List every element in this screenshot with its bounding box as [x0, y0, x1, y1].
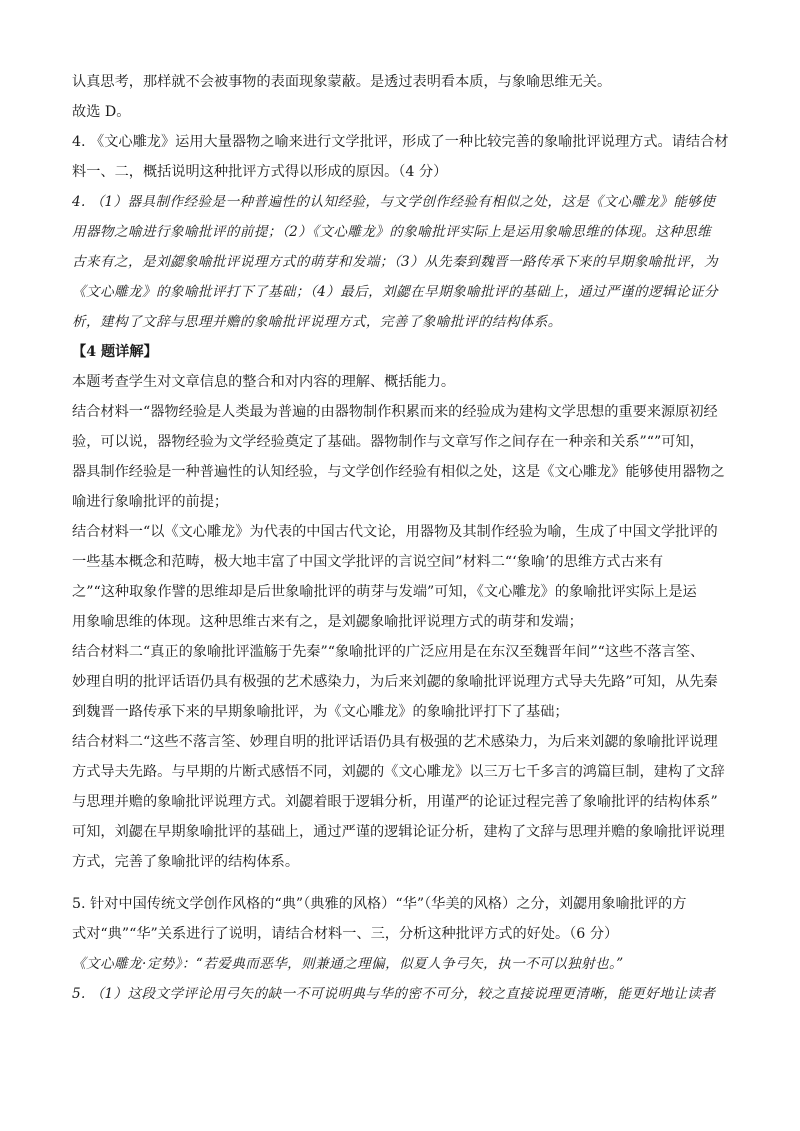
answer-4-line: 《文心雕龙》的象喻批评打下了基础；（4）最后，刘勰在早期象喻批评的基础上，通过严谨的逻辑论证分: [72, 284, 718, 300]
explanation-line: 一些基本概念和范畴，极大地丰富了中国文学批评的言说空间”材料二“‘象喻’的思维方式古来有: [72, 554, 664, 570]
section-heading: 【4 题详解】: [72, 344, 158, 360]
answer-4-line: 用器物之喻进行象喻批评的前提；（2）《文心雕龙》的象喻批评实际上是运用象喻思维的体现。这种思维: [72, 224, 712, 240]
text-line: 故选 D。: [72, 104, 131, 120]
answer-4-line: 古来有之，是刘勰象喻批评说理方式的萌芽和发端；（3）从先秦到魏晋一路传承下来的早期象喻批评，为: [72, 254, 718, 270]
explanation-line: 结合材料二“真正的象喻批评滥觞于先秦”“象喻批评的广泛应用是在东汉至魏晋年间”“这些不落言筌、: [72, 644, 705, 660]
explanation-line: 方式导夫先路。与早期的片断式感悟不同，刘勰的《文心雕龙》以三万七千多言的鸿篇巨制，建构了文辞: [72, 764, 725, 780]
spacer: [72, 882, 732, 894]
document-page: [72, 72, 732, 1014]
explanation-line: 方式，完善了象喻批评的结构体系。: [72, 854, 300, 870]
explanation-line: 器具制作经验是一种普遍性的认知经验，与文学创作经验有相似之处，这是《文心雕龙》能够使用器物之: [72, 464, 725, 480]
question-4-line: 4. 《文心雕龙》运用大量器物之喻来进行文学批评，形成了一种比较完善的象喻批评说理方式。请结合材: [72, 134, 729, 150]
explanation-line: 用象喻思维的体现。这种思维古来有之，是刘勰象喻批评说理方式的萌芽和发端；: [72, 614, 583, 630]
explanation-line: 结合材料一“以《文心雕龙》为代表的中国古代文论，用器物及其制作经验为喻，生成了中国文学批评的: [72, 524, 718, 540]
text-line: 认真思考，那样就不会被事物的表面现象蒙蔽。是透过表明看本质，与象喻思维无关。: [72, 74, 612, 90]
explanation-line: 与思理并赡的象喻批评说理方式。刘勰着眼于逻辑分析，用谨严的论证过程完善了象喻批评的结构体系”: [72, 794, 718, 810]
answer-4-line: 4. （1）器具制作经验是一种普遍性的认知经验，与文学创作经验有相似之处，这是《文心雕龙》能够使: [72, 194, 716, 210]
answer-4-line: 析，建构了文辞与思理并赡的象喻批评说理方式，完善了象喻批评的结构体系。: [72, 314, 562, 330]
question-5-line: 5. 针对中国传统文学创作风格的“典”（典雅的风格）“华”（华美的风格）之分，刘勰用象喻批评的方: [72, 896, 687, 912]
answer-5-line: 5. （1）这段文学评论用弓矢的缺一不可说明典与华的密不可分，较之直接说理更清晰，能更好地让读者: [72, 986, 716, 1002]
explanation-line: 之”“这种取象作譬的思维却是后世象喻批评的萌芽与发端”可知，《文心雕龙》的象喻批评实际上是运: [72, 584, 697, 600]
question-5-line: 式对“典”“华”关系进行了说明，请结合材料一、三，分析这种批评方式的好处。（6 分）: [72, 926, 619, 942]
explanation-line: 妙理自明的批评话语仍具有极强的艺术感染力，为后来刘勰的象喻批评说理方式导夫先路”可知，从先秦: [72, 674, 718, 690]
question-4-line: 料一、二，概括说明这种批评方式得以形成的原因。（4 分）: [72, 164, 448, 180]
explanation-line: 喻进行象喻批评的前提；: [72, 494, 229, 510]
explanation-line: 验，可以说，器物经验为文学经验奠定了基础。器物制作与文章写作之间存在一种亲和关系”“”可知，: [72, 434, 704, 450]
explanation-line: 本题考查学生对文章信息的整合和对内容的理解、概括能力。: [72, 374, 456, 390]
quotation-line: 《文心雕龙·定势》：“若爱典而恶华，则兼通之理偏，似夏人争弓矢，执一不可以独射也。”: [72, 956, 624, 972]
explanation-line: 结合材料二“这些不落言筌、妙理自明的批评话语仍具有极强的艺术感染力，为后来刘勰的象喻批评说理: [72, 734, 718, 750]
explanation-line: 结合材料一“器物经验是人类最为普遍的由器物制作积累而来的经验成为建构文学思想的重要来源原初经: [72, 404, 718, 420]
explanation-line: 可知，刘勰在早期象喻批评的基础上，通过严谨的逻辑论证分析，建构了文辞与思理并赡的象喻批评说理: [72, 824, 725, 840]
explanation-line: 到魏晋一路传承下来的早期象喻批评，为《文心雕龙》的象喻批评打下了基础；: [72, 704, 569, 720]
